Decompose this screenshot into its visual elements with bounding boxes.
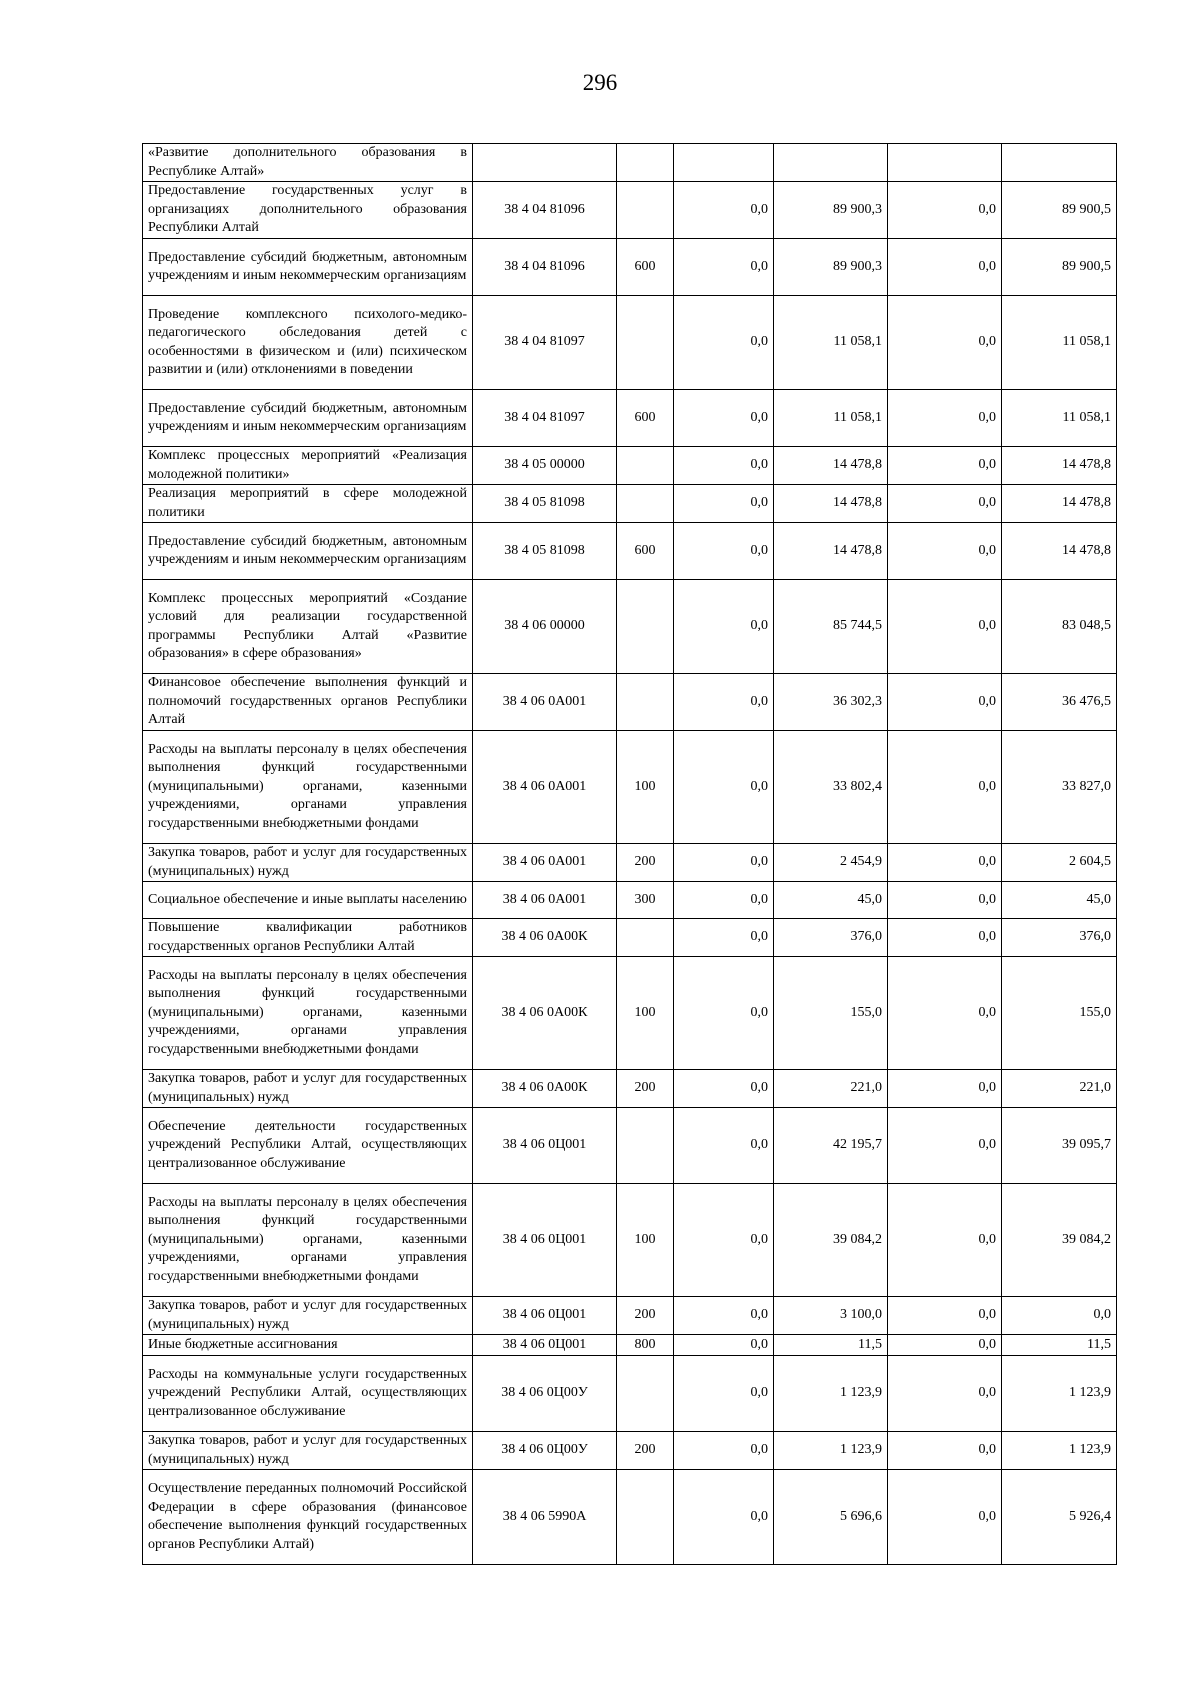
row-name: Расходы на выплаты персоналу в целях обеспечения выполнения функций государственными (муниципальными) органами, казенными учреждениями, органами управления государственными внебюджетными фондами	[143, 1184, 473, 1297]
table-row	[143, 731, 1117, 844]
row-value-1: 0,0	[674, 731, 774, 844]
row-expense-type	[617, 144, 674, 182]
row-name: Расходы на коммунальные услуги государственных учреждений Республики Алтай, осуществляющих централизованное обслуживание	[143, 1356, 473, 1432]
row-value-1: 0,0	[674, 919, 774, 957]
row-expense-type: 200	[617, 1297, 674, 1335]
row-value-2: 155,0	[774, 957, 888, 1070]
row-name: Финансовое обеспечение выполнения функций и полномочий государственных органов Республики Алтай	[143, 674, 473, 731]
row-value-4: 14 478,8	[1002, 447, 1117, 485]
row-expense-type: 100	[617, 957, 674, 1070]
row-value-1: 0,0	[674, 1335, 774, 1356]
row-value-3: 0,0	[888, 1356, 1002, 1432]
row-code: 38 4 05 81098	[473, 485, 617, 523]
row-value-4: 155,0	[1002, 957, 1117, 1070]
row-expense-type: 200	[617, 1070, 674, 1108]
row-name: «Развитие дополнительного образования в Республике Алтай»	[143, 144, 473, 182]
row-value-3: 0,0	[888, 1470, 1002, 1565]
row-name: Закупка товаров, работ и услуг для государственных (муниципальных) нужд	[143, 1070, 473, 1108]
row-expense-type	[617, 580, 674, 674]
row-value-1: 0,0	[674, 296, 774, 390]
row-value-3: 0,0	[888, 1108, 1002, 1184]
row-value-4: 14 478,8	[1002, 485, 1117, 523]
table-row	[143, 882, 1117, 919]
row-expense-type	[617, 919, 674, 957]
row-expense-type	[617, 485, 674, 523]
row-value-1: 0,0	[674, 447, 774, 485]
row-value-4: 1 123,9	[1002, 1356, 1117, 1432]
row-value-3: 0,0	[888, 580, 1002, 674]
row-value-3: 0,0	[888, 674, 1002, 731]
row-expense-type: 200	[617, 844, 674, 882]
row-value-1: 0,0	[674, 1432, 774, 1470]
row-value-1: 0,0	[674, 1297, 774, 1335]
table-row	[143, 844, 1117, 882]
row-name: Иные бюджетные ассигнования	[143, 1335, 473, 1356]
row-value-4: 376,0	[1002, 919, 1117, 957]
row-value-3: 0,0	[888, 1297, 1002, 1335]
page-number: 296	[582, 70, 618, 95]
table-row	[143, 144, 1117, 182]
row-expense-type	[617, 1356, 674, 1432]
row-code: 38 4 04 81096	[473, 182, 617, 239]
row-value-2: 89 900,3	[774, 182, 888, 239]
budget-table	[142, 143, 1117, 1565]
row-value-1: 0,0	[674, 844, 774, 882]
row-value-1: 0,0	[674, 1070, 774, 1108]
table-row	[143, 1470, 1117, 1565]
row-code: 38 4 04 81097	[473, 390, 617, 447]
row-name: Предоставление субсидий бюджетным, автономным учреждениям и иным некоммерческим организациям	[143, 390, 473, 447]
row-value-4: 11,5	[1002, 1335, 1117, 1356]
row-value-2: 85 744,5	[774, 580, 888, 674]
row-name: Социальное обеспечение и иные выплаты населению	[143, 882, 473, 919]
row-value-1: 0,0	[674, 239, 774, 296]
row-value-1: 0,0	[674, 390, 774, 447]
row-name: Расходы на выплаты персоналу в целях обеспечения выполнения функций государственными (муниципальными) органами, казенными учреждениями, органами управления государственными внебюджетными фондами	[143, 731, 473, 844]
row-expense-type: 200	[617, 1432, 674, 1470]
row-name: Расходы на выплаты персоналу в целях обеспечения выполнения функций государственными (муниципальными) органами, казенными учреждениями, органами управления государственными внебюджетными фондами	[143, 957, 473, 1070]
row-code: 38 4 06 0А00К	[473, 1070, 617, 1108]
row-value-4: 83 048,5	[1002, 580, 1117, 674]
row-code: 38 4 04 81096	[473, 239, 617, 296]
row-value-4: 221,0	[1002, 1070, 1117, 1108]
table-row	[143, 1108, 1117, 1184]
table-row	[143, 674, 1117, 731]
row-value-2: 33 802,4	[774, 731, 888, 844]
row-value-2: 3 100,0	[774, 1297, 888, 1335]
row-code: 38 4 06 0Ц001	[473, 1335, 617, 1356]
row-code: 38 4 06 0Ц00У	[473, 1432, 617, 1470]
row-value-2	[774, 144, 888, 182]
table-row	[143, 447, 1117, 485]
row-value-3: 0,0	[888, 882, 1002, 919]
row-value-3: 0,0	[888, 239, 1002, 296]
row-value-2: 1 123,9	[774, 1356, 888, 1432]
row-value-1: 0,0	[674, 580, 774, 674]
row-code	[473, 144, 617, 182]
row-expense-type	[617, 674, 674, 731]
table-row	[143, 957, 1117, 1070]
row-value-3: 0,0	[888, 390, 1002, 447]
row-name: Предоставление государственных услуг в организациях дополнительного образования Республики Алтай	[143, 182, 473, 239]
row-expense-type	[617, 447, 674, 485]
row-code: 38 4 06 5990А	[473, 1470, 617, 1565]
row-expense-type: 600	[617, 523, 674, 580]
row-value-3: 0,0	[888, 1070, 1002, 1108]
table-row	[143, 296, 1117, 390]
row-value-4: 89 900,5	[1002, 182, 1117, 239]
row-value-4: 89 900,5	[1002, 239, 1117, 296]
table-row	[143, 182, 1117, 239]
row-code: 38 4 06 0А00К	[473, 919, 617, 957]
row-value-3: 0,0	[888, 485, 1002, 523]
row-value-1	[674, 144, 774, 182]
table-row	[143, 1184, 1117, 1297]
row-name: Предоставление субсидий бюджетным, автономным учреждениям и иным некоммерческим организациям	[143, 523, 473, 580]
row-value-3: 0,0	[888, 523, 1002, 580]
row-value-1: 0,0	[674, 882, 774, 919]
row-code: 38 4 06 0Ц001	[473, 1297, 617, 1335]
row-expense-type: 600	[617, 390, 674, 447]
row-name: Реализация мероприятий в сфере молодежной политики	[143, 485, 473, 523]
row-value-4: 14 478,8	[1002, 523, 1117, 580]
row-code: 38 4 06 0Ц001	[473, 1184, 617, 1297]
row-code: 38 4 05 00000	[473, 447, 617, 485]
row-expense-type	[617, 1108, 674, 1184]
row-value-2: 14 478,8	[774, 485, 888, 523]
row-code: 38 4 06 0А001	[473, 882, 617, 919]
row-code: 38 4 06 0Ц001	[473, 1108, 617, 1184]
row-name: Повышение квалификации работников государственных органов Республики Алтай	[143, 919, 473, 957]
row-value-2: 2 454,9	[774, 844, 888, 882]
row-value-2: 11 058,1	[774, 296, 888, 390]
row-code: 38 4 04 81097	[473, 296, 617, 390]
row-value-3: 0,0	[888, 296, 1002, 390]
table-row	[143, 1335, 1117, 1356]
row-value-4: 39 095,7	[1002, 1108, 1117, 1184]
row-name: Закупка товаров, работ и услуг для государственных (муниципальных) нужд	[143, 844, 473, 882]
row-expense-type	[617, 1470, 674, 1565]
row-value-3: 0,0	[888, 1432, 1002, 1470]
row-value-2: 89 900,3	[774, 239, 888, 296]
row-value-2: 1 123,9	[774, 1432, 888, 1470]
row-value-3	[888, 144, 1002, 182]
row-name: Комплекс процессных мероприятий «Создание условий для реализации государственной программы Республики Алтай «Развитие образования» в сфере образования»	[143, 580, 473, 674]
row-name: Осуществление переданных полномочий Российской Федерации в сфере образования (финансовое обеспечение выполнения функций государственных органов Республики Алтай)	[143, 1470, 473, 1565]
row-value-2: 221,0	[774, 1070, 888, 1108]
row-value-3: 0,0	[888, 1184, 1002, 1297]
row-code: 38 4 05 81098	[473, 523, 617, 580]
table-row	[143, 1297, 1117, 1335]
row-expense-type	[617, 182, 674, 239]
row-value-4	[1002, 144, 1117, 182]
row-value-3: 0,0	[888, 957, 1002, 1070]
table-row	[143, 580, 1117, 674]
row-expense-type: 100	[617, 731, 674, 844]
table-row	[143, 239, 1117, 296]
row-value-4: 1 123,9	[1002, 1432, 1117, 1470]
table-row	[143, 1070, 1117, 1108]
row-value-2: 11 058,1	[774, 390, 888, 447]
row-expense-type: 600	[617, 239, 674, 296]
row-value-1: 0,0	[674, 1108, 774, 1184]
row-value-4: 45,0	[1002, 882, 1117, 919]
row-name: Закупка товаров, работ и услуг для государственных (муниципальных) нужд	[143, 1432, 473, 1470]
row-value-3: 0,0	[888, 844, 1002, 882]
row-value-1: 0,0	[674, 1184, 774, 1297]
row-expense-type: 100	[617, 1184, 674, 1297]
row-name: Комплекс процессных мероприятий «Реализация молодежной политики»	[143, 447, 473, 485]
row-value-2: 36 302,3	[774, 674, 888, 731]
row-value-2: 5 696,6	[774, 1470, 888, 1565]
row-code: 38 4 06 00000	[473, 580, 617, 674]
row-value-2: 14 478,8	[774, 447, 888, 485]
row-value-3: 0,0	[888, 1335, 1002, 1356]
row-value-1: 0,0	[674, 523, 774, 580]
row-value-2: 39 084,2	[774, 1184, 888, 1297]
row-value-1: 0,0	[674, 485, 774, 523]
row-expense-type	[617, 296, 674, 390]
row-value-2: 42 195,7	[774, 1108, 888, 1184]
row-value-1: 0,0	[674, 182, 774, 239]
row-code: 38 4 06 0Ц00У	[473, 1356, 617, 1432]
row-name: Закупка товаров, работ и услуг для государственных (муниципальных) нужд	[143, 1297, 473, 1335]
row-value-3: 0,0	[888, 919, 1002, 957]
row-expense-type: 300	[617, 882, 674, 919]
row-value-4: 11 058,1	[1002, 296, 1117, 390]
row-value-4: 39 084,2	[1002, 1184, 1117, 1297]
row-value-2: 45,0	[774, 882, 888, 919]
row-value-4: 11 058,1	[1002, 390, 1117, 447]
table-row	[143, 1432, 1117, 1470]
row-name: Проведение комплексного психолого-медико-педагогического обследования детей с особенностями в физическом и (или) психическом развитии и (или) отклонениями в поведении	[143, 296, 473, 390]
table-row	[143, 485, 1117, 523]
row-code: 38 4 06 0А001	[473, 731, 617, 844]
row-name: Обеспечение деятельности государственных учреждений Республики Алтай, осуществляющих централизованное обслуживание	[143, 1108, 473, 1184]
table-row	[143, 390, 1117, 447]
row-value-3: 0,0	[888, 731, 1002, 844]
table-row	[143, 523, 1117, 580]
row-code: 38 4 06 0А001	[473, 844, 617, 882]
row-value-4: 0,0	[1002, 1297, 1117, 1335]
row-value-2: 14 478,8	[774, 523, 888, 580]
row-expense-type: 800	[617, 1335, 674, 1356]
row-value-3: 0,0	[888, 447, 1002, 485]
row-value-1: 0,0	[674, 1470, 774, 1565]
row-value-1: 0,0	[674, 1356, 774, 1432]
row-value-1: 0,0	[674, 957, 774, 1070]
row-value-4: 5 926,4	[1002, 1470, 1117, 1565]
row-value-2: 11,5	[774, 1335, 888, 1356]
row-value-1: 0,0	[674, 674, 774, 731]
table-row	[143, 1356, 1117, 1432]
row-value-4: 2 604,5	[1002, 844, 1117, 882]
row-value-4: 33 827,0	[1002, 731, 1117, 844]
row-value-2: 376,0	[774, 919, 888, 957]
row-code: 38 4 06 0А001	[473, 674, 617, 731]
row-value-3: 0,0	[888, 182, 1002, 239]
row-name: Предоставление субсидий бюджетным, автономным учреждениям и иным некоммерческим организациям	[143, 239, 473, 296]
table-row	[143, 919, 1117, 957]
row-code: 38 4 06 0А00К	[473, 957, 617, 1070]
row-value-4: 36 476,5	[1002, 674, 1117, 731]
